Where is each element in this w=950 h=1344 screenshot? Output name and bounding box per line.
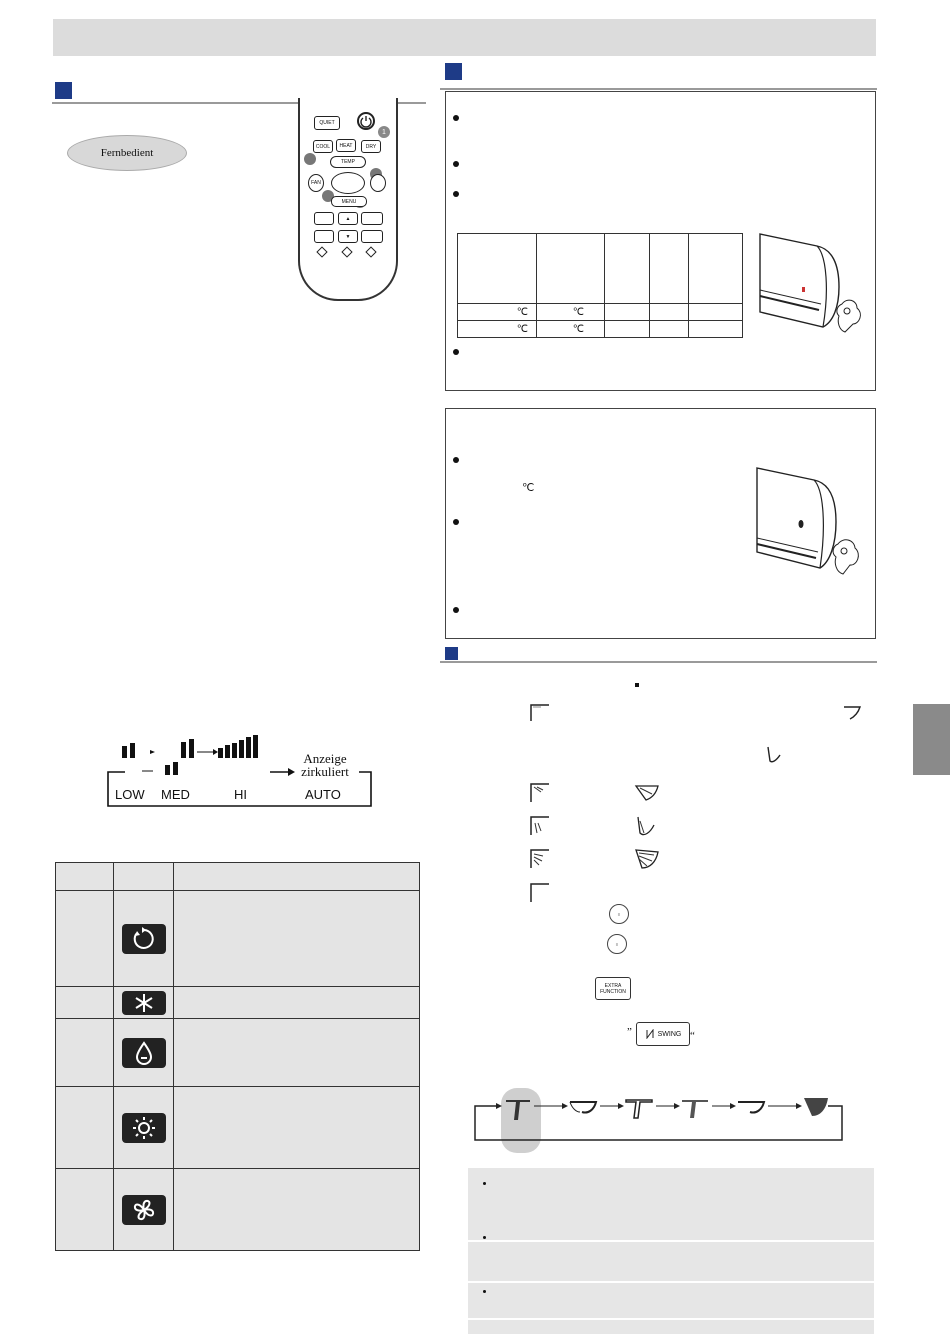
fan-left-button: FAN [308, 174, 324, 192]
fan-right-button [370, 174, 386, 192]
dry-drop-icon [122, 1038, 166, 1068]
swing-key: SWING [636, 1022, 690, 1046]
vane-range-full-icon [634, 848, 662, 872]
mode-table [55, 862, 420, 1251]
remote-label-oval [67, 135, 187, 171]
note-bullet [483, 1290, 486, 1293]
fan-speed-diagram [105, 730, 375, 812]
notes-divider [468, 1281, 874, 1283]
bullet [453, 349, 459, 355]
round-key-icon: ≡ [609, 904, 629, 924]
temperature-table-row [458, 304, 743, 321]
vane-fixed-down-icon [529, 815, 553, 837]
dry-button: DRY [361, 140, 381, 153]
remote-key-d [361, 230, 383, 243]
notes-divider [468, 1318, 874, 1320]
vane-fixed-up-icon [529, 782, 553, 804]
note-bullet [483, 1236, 486, 1239]
power-icon [357, 112, 375, 130]
mode-row-cool [56, 987, 420, 1019]
indoor-unit-illustration [757, 232, 872, 342]
vane-range-up-icon [634, 782, 662, 804]
vane-fixed-full-icon [529, 848, 553, 870]
small-square-marker [635, 683, 639, 687]
fan-annotation-line1: Anzeige [303, 751, 347, 766]
bullet [453, 607, 459, 613]
callout-marker-left [304, 153, 316, 165]
table-cell: ℃ [537, 321, 605, 338]
remote-key-a [314, 212, 334, 225]
mode-row-fan [56, 1169, 420, 1251]
remote-key-c [314, 230, 334, 243]
top-header-bar [53, 19, 876, 56]
remote-control-illustration [298, 98, 398, 301]
section-rule-right [440, 88, 877, 90]
extra-function-key: EXTRA FUNCTION [595, 977, 631, 1000]
fan-auto-annotation [295, 752, 355, 778]
section-marker-left [55, 82, 72, 99]
notes-divider [468, 1240, 874, 1242]
temperature-table-header [458, 234, 743, 304]
vane-swing-up-icon [842, 703, 864, 723]
remote-small-key-1 [316, 246, 327, 257]
fan-label-hi: HI [234, 787, 247, 802]
mode-row-auto [56, 891, 420, 987]
mode-table-header [56, 863, 420, 891]
vane-range-down-icon [634, 815, 658, 839]
vane-off-icon [529, 882, 553, 904]
temperature-table-row [458, 321, 743, 338]
fan-label-low: LOW [115, 787, 145, 802]
vane-position-closed-icon [529, 703, 553, 723]
menu-button: MENU [331, 196, 367, 207]
remote-key-b [361, 212, 383, 225]
quiet-button: QUIET [314, 116, 340, 130]
remote-small-key-3 [365, 246, 376, 257]
vane-swing-down-icon [764, 745, 784, 767]
indoor-unit-illustration-2 [754, 462, 872, 580]
down-key: ▼ [338, 230, 358, 243]
swing-arrow-icon [645, 1029, 655, 1039]
notes-panel [468, 1168, 874, 1334]
table-cell: ℃ [537, 304, 605, 321]
swing-quote-close: “ [690, 1030, 695, 1042]
bullet [453, 457, 459, 463]
remote-label-text: Fernbedient [100, 147, 154, 159]
heat-button: HEAT [336, 139, 356, 152]
bullet [453, 191, 459, 197]
table-cell: ℃ [458, 321, 537, 338]
fan-icon [122, 1195, 166, 1225]
fan-label-med: MED [161, 787, 190, 802]
fan-label-auto: AUTO [305, 787, 341, 802]
section-rule-swing [440, 661, 877, 663]
temp-button: TEMP [330, 156, 366, 168]
bullet [453, 115, 459, 121]
callout-marker-1: 1 [378, 126, 390, 138]
chapter-side-tab [913, 704, 950, 775]
note-bullet [483, 1182, 486, 1185]
swing-quote-open: „ [627, 1020, 632, 1032]
remote-small-key-2 [341, 246, 352, 257]
mode-row-heat [56, 1087, 420, 1169]
heat-sun-icon [122, 1113, 166, 1143]
round-key-icon-2: ≡ [607, 934, 627, 954]
temperature-table [457, 233, 743, 338]
degree-symbol: ℃ [522, 482, 535, 494]
section-marker-right [445, 63, 462, 80]
bullet [453, 519, 459, 525]
table-cell: ℃ [458, 304, 537, 321]
auto-mode-icon [122, 924, 166, 954]
mode-row-dry [56, 1019, 420, 1087]
up-key: ▲ [338, 212, 358, 225]
section-marker-swing [445, 647, 458, 660]
swing-cycle-diagram [470, 1090, 850, 1144]
cool-snowflake-icon [122, 991, 166, 1015]
fan-dial [331, 172, 365, 194]
fan-annotation-line2: zirkuliert [301, 764, 349, 779]
bullet [453, 161, 459, 167]
cool-button: COOL [313, 140, 333, 153]
